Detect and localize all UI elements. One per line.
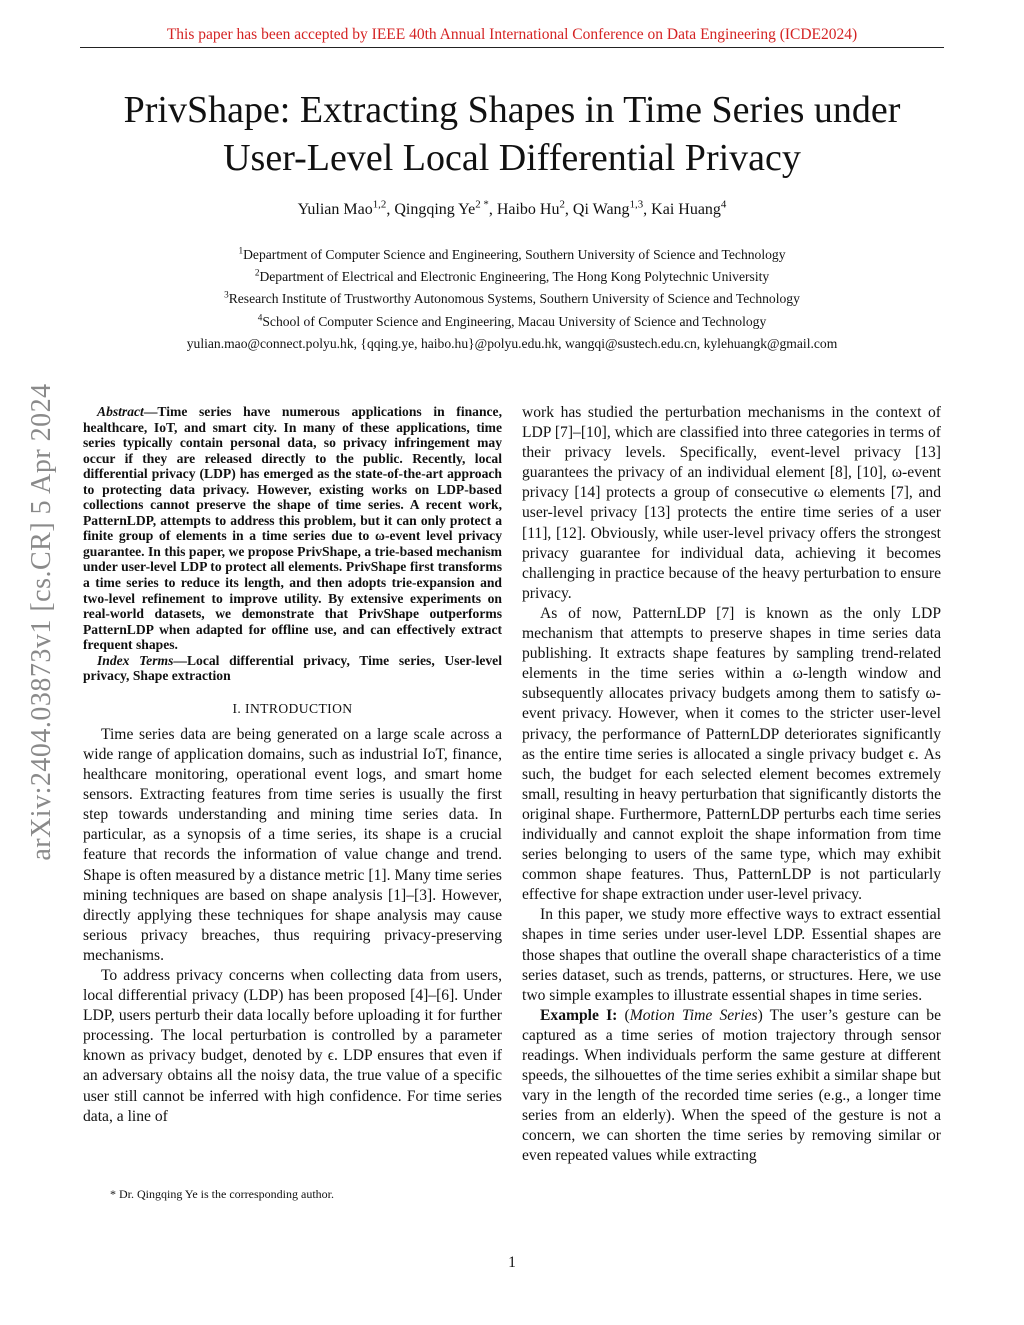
affiliation-text: School of Computer Science and Engineering, Macau University of Science and Technology (262, 313, 767, 329)
affiliation-text: Department of Computer Science and Engineering, Southern University of Science and Technology (243, 247, 786, 262)
title-line-2: User-Level Local Differential Privacy (223, 137, 801, 179)
author-affiliation-marker: 1,3 (629, 198, 644, 211)
footnote: * Dr. Qingqing Ye is the corresponding author. (110, 1187, 334, 1201)
section-numeral: I. (232, 700, 242, 716)
author-affiliation-marker: 1,2 (372, 198, 387, 211)
abstract-label: Abstract (97, 404, 144, 419)
author-name: Yulian Mao (297, 201, 373, 218)
acceptance-banner: This paper has been accepted by IEEE 40th Annual International Conference on Data Engineering (ICDE2024) (166, 26, 858, 43)
author-affiliation-marker: 2 (559, 198, 565, 211)
right-column (522, 403, 941, 1167)
affiliation-text: Research Institute of Trustworthy Autonomous Systems, Southern University of Science and Technology (228, 291, 800, 307)
banner-divider (80, 47, 944, 48)
section-title: INTRODUCTION (245, 700, 353, 716)
affiliation-number: 2 (254, 267, 260, 278)
left-column (83, 404, 502, 1127)
index-terms (83, 653, 502, 684)
affiliation-line (0, 311, 1024, 333)
author-name: Qingqing Ye (394, 201, 476, 218)
abstract-text: —Time series have numerous applications in finance, healthcare, IoT, and smart city. In many of these applications, time series typically contain personal data, so privacy infringement may occur if they are released directly to the public. Recently, local differential privacy (LDP) has emerged as the state-of-the-art approach to protecting data privacy. However, existing works on LDP-based collections cannot preserve the shape of time series. A recent work, PatternLDP, attempts to address this problem, but it can only protect a finite group of elements in a time series due to ω-event level privacy guarantee. In this paper, we propose PrivShape, a trie-based mechanism under user-level LDP to protect all elements. PrivShape first transforms a time series to reduce its length, and then adopts trie-expansion and two-level refinement to improve utility. By extensive experiments on real-world datasets, we demonstrate that PrivShape outperforms PatternLDP when adapted for offline use, and can effectively extract frequent shapes. (83, 404, 502, 653)
affiliation-line (0, 288, 1024, 310)
author-emails: yulian.mao@connect.polyu.hk, {qqing.ye, haibo.hu}@polyu.edu.hk, wangqi@sustech.edu.cn, kylehuangk@gmail.com (186, 335, 838, 351)
author-name: Qi Wang (572, 201, 630, 218)
affiliation-text: Department of Electrical and Electronic Engineering, The Hong Kong Polytechnic University (259, 269, 770, 285)
index-terms-label: Index Terms (97, 652, 174, 668)
author-affiliation-marker: 4 (720, 198, 727, 211)
author-name: Haibo Hu (496, 201, 560, 218)
example-label: Example I: (540, 1006, 618, 1024)
example-paragraph: Example I: (Motion Time Series) The user’s gesture can be captured as a time series of motion trajectory through sensor readings. When individuals perform the same gesture at different speeds, the silhouettes of the time series exhibit a similar shape but vary in the length of the recorded time series (e.g., a longer time series from an elderly). When the speed of the gesture is not a concern, we can shorten the time series by removing similar or even repeated values while extracting (522, 1006, 941, 1165)
arxiv-identifier-stamp: arXiv:2404.03873v1 [cs.CR] 5 Apr 2024 (26, 383, 57, 861)
body-paragraph: Time series data are being generated on a large scale across a wide range of application domains, such as industrial IoT, finance, healthcare monitoring, operational event logs, and smart home sensors. Extracting features from time series is usually the first step towards understanding and mining time series data. In particular, as a synopsis of a time series, its shape is a crucial feature that records the information of value change and trend. Shape is often measured by a distance metric [1]. Many time series mining techniques are based on shape analysis [1]–[3]. However, directly applying these techniques for shape analysis may cause serious privacy breaches, thus requiring privacy-preserving mechanisms. (83, 725, 502, 964)
body-paragraph: work has studied the perturbation mechanisms in the context of LDP [7]–[10], which are classified into three categories in terms of their privacy levels. Specifically, event-level privacy [13] guarantees the privacy of an individual element [8], [10], ω-event privacy [14] protects a group of consecutive ω elements [7], and user-level privacy [13] protects the entire time series of a user [11], [12]. Obviously, while user-level privacy offers the strongest privacy guarantee for individual data, achieving it becomes challenging in practice because of the heavy perturbation to ensure privacy. (522, 404, 941, 602)
title-line-1: PrivShape: Extracting Shapes in Time Series under (123, 89, 901, 131)
author-list: Yulian Mao$^{1,2}$, Qingqing $Ye^{2 *}$, Haibo Hu$^2$, Qi Wang$^{1,3}$, Kai Huang$^4$ (297, 198, 727, 218)
page-number: 1 (508, 1254, 516, 1271)
affiliation-number: 1 (238, 245, 244, 256)
paper-title (60, 86, 964, 182)
body-paragraph: As of now, PatternLDP [7] is known as the only LDP mechanism that attempts to preserve shapes in time series data publishing. It extracts shape features by sampling trend-related elements in the time series within a ω-length window and subsequently allocates privacy budgets among them to satisfy ω-event privacy. However, when it comes to the stricter user-level privacy, the performance of PatternLDP deteriorates significantly as the entire time series is allocated a single privacy budget ϵ. As such, the budget for each selected element becomes extremely small, resulting in heavy perturbation that significantly distorts the original shape. Furthermore, PatternLDP perturbs each time series individually and cannot exploit the shape information from time series belonging to users of the same type, which may exhibit common shape features. Thus, PatternLDP is not particularly effective for shape extraction under user-level privacy. (522, 604, 941, 904)
author-name: Kai Huang (651, 201, 721, 218)
index-terms-text: —Local differential privacy, Time series, User-level privacy, Shape extraction (83, 652, 502, 684)
abstract (83, 404, 502, 653)
body-paragraph: In this paper, we study more effective ways to extract essential shapes in time series under user-level LDP. Essential shapes are those shapes that outline the overall shape characteristics of a time series dataset, such as trends, patterns, or structures. Here, we use two simple examples to illustrate essential shapes in time series. (522, 906, 941, 1004)
affiliation-block (0, 244, 1024, 355)
example-text: The user’s gesture can be captured as a time series of motion trajectory through sensor readings. When individuals perform the same gesture at different speeds, the silhouettes of the time series exhibit a similar shape but vary in the length of the recorded time series (e.g., a longer time series from an elderly). When the speed of the gesture is not a concern, we can shorten the time series by removing similar or even repeated values while extracting (522, 1006, 941, 1165)
section-heading (83, 701, 502, 717)
affiliation-number: 4 (257, 312, 263, 323)
affiliation-line (0, 266, 1024, 288)
affiliation-number: 3 (224, 289, 229, 300)
author-affiliation-marker: 2 * (475, 198, 489, 211)
body-paragraph: To address privacy concerns when collecting data from users, local differential privacy (LDP) has been proposed [4]–[6]. Under LDP, users perturb their data locally before uploading it for further processing. The local perturbation is controlled by a parameter known as privacy budget, denoted by ϵ. LDP ensures that even if an adversary obtains all the noisy data, the true value of a specific user still cannot be inferred with high confidence. For time series data, a line of (83, 966, 502, 1125)
affiliation-line (0, 244, 1024, 266)
example-title: Motion Time Series (629, 1006, 758, 1024)
